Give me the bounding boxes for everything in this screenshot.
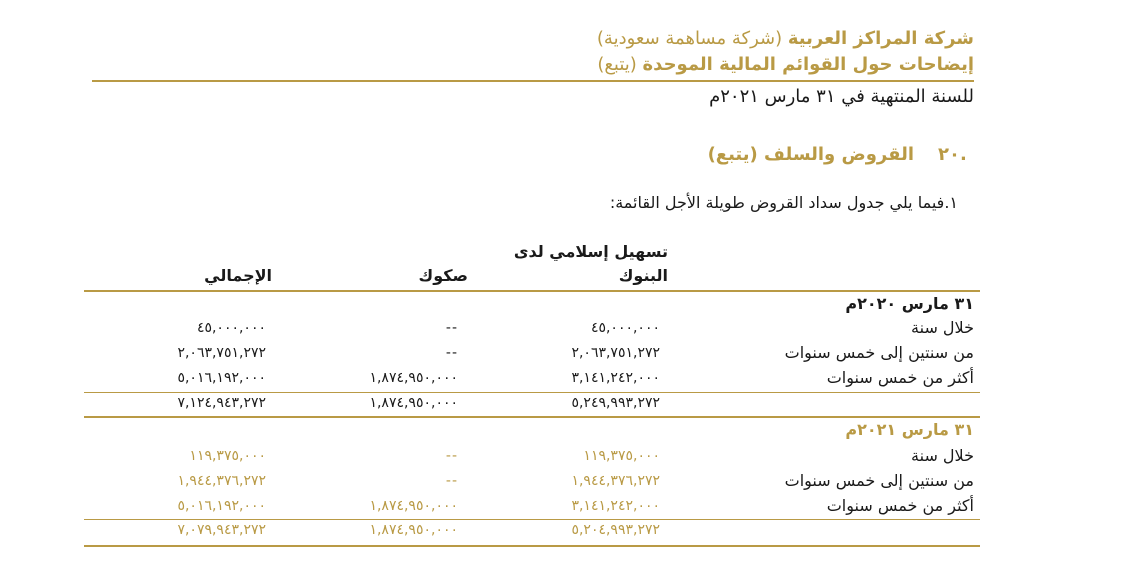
column-header-total: الإجمالي — [204, 266, 272, 285]
total-sukuk: ١,٨٧٤,٩٥٠,٠٠٠ — [369, 522, 458, 538]
column-header-banks-line2: البنوك — [618, 266, 668, 285]
cell-banks: ٣,١٤١,٢٤٢,٠٠٠ — [571, 370, 660, 386]
group-separator-rule — [84, 416, 980, 418]
row-label: خلال سنة — [911, 446, 974, 465]
subtotal-rule — [84, 519, 980, 520]
cell-total: ١,٩٤٤,٣٧٦,٢٧٢ — [177, 473, 266, 489]
row-label: خلال سنة — [911, 318, 974, 337]
cell-total: ٥,٠١٦,١٩٢,٠٠٠ — [177, 498, 266, 514]
row-label: أكثر من خمس سنوات — [826, 496, 974, 515]
column-header-banks-line1: تسهيل إسلامي لدى — [513, 242, 668, 261]
cell-banks: ١,٩٤٤,٣٧٦,٢٧٢ — [571, 473, 660, 489]
cell-sukuk: ١,٨٧٤,٩٥٠,٠٠٠ — [369, 370, 458, 386]
row-label: من سنتين إلى خمس سنوات — [784, 343, 974, 362]
section-number: ٢٠. — [938, 144, 967, 165]
row-label: من سنتين إلى خمس سنوات — [784, 471, 974, 490]
table-bottom-rule — [84, 545, 980, 547]
section-title: القروض والسلف (يتبع) — [707, 144, 914, 165]
cell-sukuk: -- — [445, 473, 458, 489]
document-subtitle — [597, 54, 974, 75]
subtitle-note: (يتبع) — [597, 54, 637, 75]
subtotal-rule — [84, 392, 980, 393]
cell-sukuk: ١,٨٧٤,٩٥٠,٠٠٠ — [369, 498, 458, 514]
cell-total: ٤٥,٠٠٠,٠٠٠ — [196, 320, 266, 336]
cell-total: ٢,٠٦٣,٧٥١,٢٧٢ — [177, 345, 266, 361]
column-header-sukuk: صكوك — [418, 266, 468, 285]
group-label-2021: ٣١ مارس ٢٠٢١م — [845, 420, 974, 439]
cell-banks: ٢,٠٦٣,٧٥١,٢٧٢ — [571, 345, 660, 361]
cell-sukuk: -- — [445, 320, 458, 336]
group-label-2020: ٣١ مارس ٢٠٢٠م — [845, 294, 974, 313]
cell-sukuk: -- — [445, 345, 458, 361]
cell-banks: ٤٥,٠٠٠,٠٠٠ — [590, 320, 660, 336]
company-name: شركة المراكز العربية — [787, 28, 974, 49]
section-intro: ١.فيما يلي جدول سداد القروض طويلة الأجل القائمة: — [609, 193, 958, 212]
total-banks: ٥,٢٠٤,٩٩٣,٢٧٢ — [571, 522, 660, 538]
cell-total: ١١٩,٣٧٥,٠٠٠ — [189, 448, 266, 464]
total-sukuk: ١,٨٧٤,٩٥٠,٠٠٠ — [369, 395, 458, 411]
company-note: (شركة مساهمة سعودية) — [596, 28, 783, 49]
cell-banks: ٣,١٤١,٢٤٢,٠٠٠ — [571, 498, 660, 514]
cell-total: ٥,٠١٦,١٩٢,٠٠٠ — [177, 370, 266, 386]
cell-banks: ١١٩,٣٧٥,٠٠٠ — [583, 448, 660, 464]
total-banks: ٥,٢٤٩,٩٩٣,٢٧٢ — [571, 395, 660, 411]
header-rule — [92, 80, 974, 82]
row-label: أكثر من خمس سنوات — [826, 368, 974, 387]
table-header-rule — [84, 290, 980, 292]
subtitle-text: إيضاحات حول القوائم المالية الموحدة — [642, 54, 974, 75]
period-text: للسنة المنتهية في ٣١ مارس ٢٠٢١م — [709, 86, 974, 107]
total-total: ٧,١٢٤,٩٤٣,٢٧٢ — [177, 395, 266, 411]
cell-sukuk: -- — [445, 448, 458, 464]
company-title — [597, 28, 974, 49]
total-total: ٧,٠٧٩,٩٤٣,٢٧٢ — [177, 522, 266, 538]
